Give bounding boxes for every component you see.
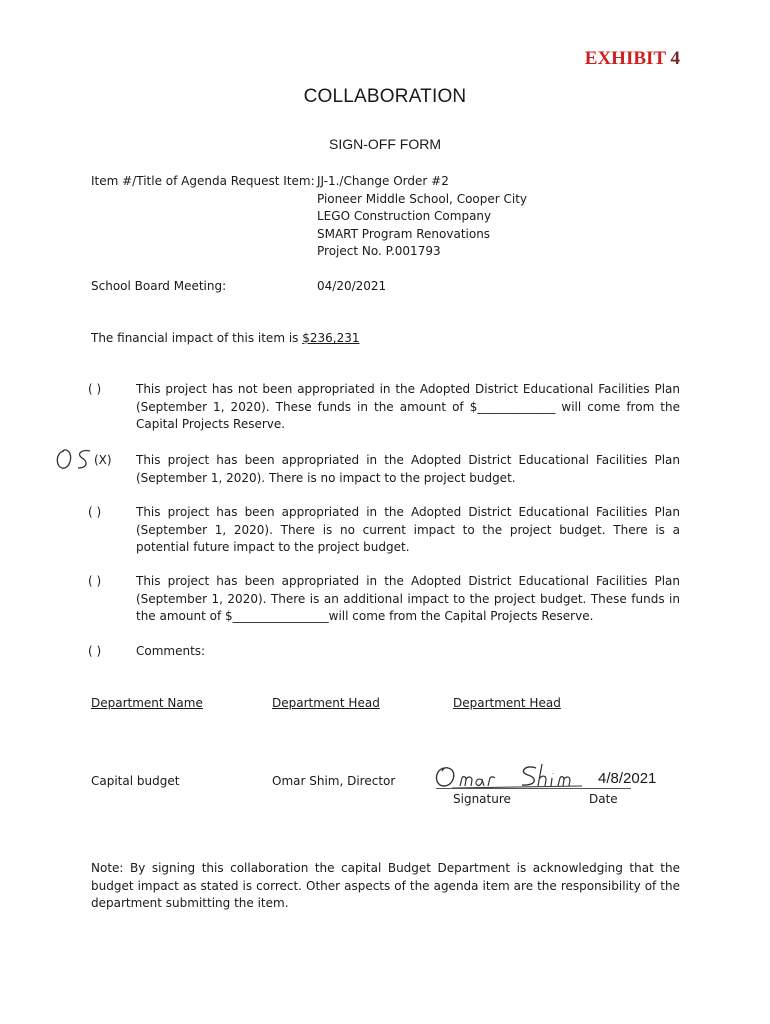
option-text: This project has been appropriated in the Adopted District Educational Facilities Plan (September 1, 2020). There is no impact to the project budget.	[136, 453, 680, 485]
dept-name-value: Capital budget	[91, 774, 180, 788]
initials-text: OS	[56, 466, 62, 471]
signature-text: Omar Shim	[432, 787, 455, 792]
date-label: Date	[589, 792, 618, 806]
agenda-item-line: LEGO Construction Company	[317, 209, 492, 223]
signature-line	[436, 788, 631, 789]
option-text: Comments:	[136, 644, 206, 658]
option-checkbox: ( )	[88, 505, 102, 519]
option-text: This project has been appropriated in the Adopted District Educational Facilities Plan (September 1, 2020). There is an additional impact to the project budget. These funds in the amount of $________________will come from the Capital Projects Reserve.	[136, 574, 680, 623]
agenda-item-line: Project No. P.001793	[317, 244, 441, 258]
meeting-label: School Board Meeting:	[91, 279, 227, 293]
form-subtitle: SIGN-OFF FORM	[329, 136, 441, 152]
agenda-item-line: JJ-1./Change Order #2	[317, 174, 449, 188]
signature-date: 4/8/2021	[598, 770, 657, 787]
agenda-item-details	[317, 173, 527, 261]
signature-label: Signature	[453, 792, 511, 806]
financial-impact-text: The financial impact of this item is	[91, 331, 303, 345]
dept-name-header: Department Name	[91, 696, 203, 710]
option-checkbox-checked: (X)	[94, 453, 112, 467]
dept-head-value: Omar Shim, Director	[272, 774, 396, 788]
option-text: This project has been appropriated in the Adopted District Educational Facilities Plan (September 1, 2020). There is no current impact to the project budget. There is a potential future impact to the project budget.	[136, 505, 680, 554]
option-checkbox: ( )	[88, 574, 102, 588]
exhibit-number: 4	[670, 48, 680, 69]
form-title: COLLABORATION	[303, 86, 467, 107]
option-checkbox: ( )	[88, 382, 102, 396]
dept-head-header: Department Head	[272, 696, 380, 710]
exhibit-word: EXHIBIT	[584, 48, 666, 69]
exhibit-label	[585, 48, 680, 70]
option-checkbox: ( )	[88, 644, 102, 658]
financial-impact	[91, 330, 359, 348]
agenda-item-line: Pioneer Middle School, Cooper City	[317, 191, 528, 206]
note-paragraph: Note: By signing this collaboration the capital Budget Department is acknowledging that the budget impact as stated is correct. Other aspects of the agenda item are the responsibility of the department submitting the item.	[91, 861, 680, 910]
meeting-date: 04/20/2021	[317, 279, 387, 293]
dept-head-header-2: Department Head	[453, 696, 561, 710]
initials-signature	[54, 446, 98, 472]
option-text: This project has not been appropriated in the Adopted District Educational Facilities Plan (September 1, 2020). These funds in the amount of $_____________ will come from the Capital Projects Reserve.	[136, 382, 680, 431]
agenda-item-label: Item #/Title of Agenda Request Item:	[91, 174, 315, 188]
agenda-item-line: SMART Program Renovations	[317, 226, 491, 241]
financial-impact-amount: $236,231	[302, 331, 360, 345]
